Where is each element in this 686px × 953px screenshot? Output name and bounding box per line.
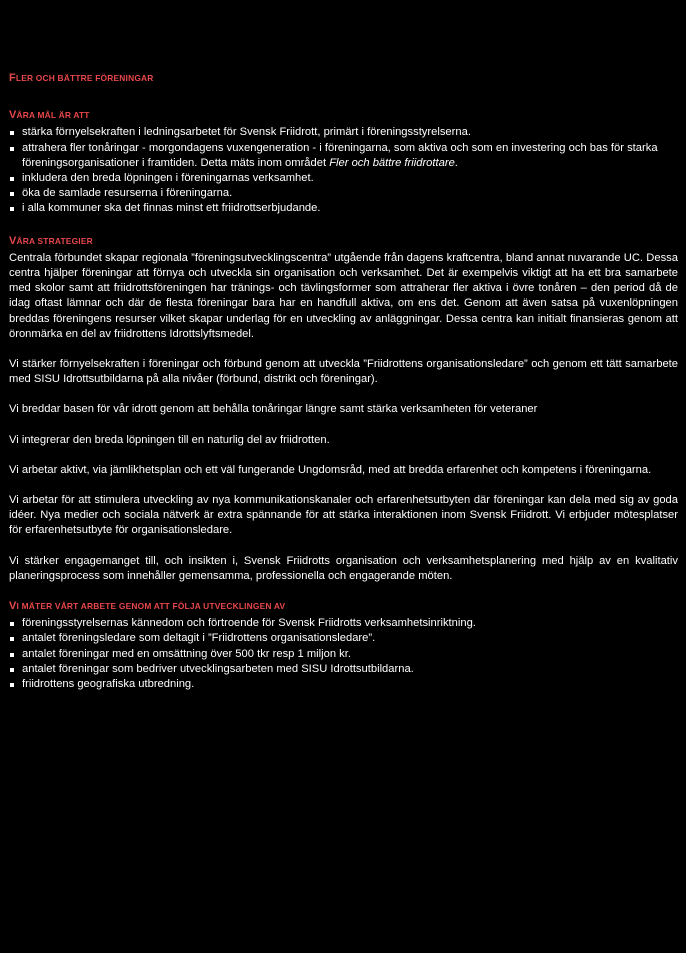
emphasis-text: Fler och bättre friidrottare: [329, 156, 455, 169]
list-item: [9, 141, 678, 171]
list-item: stärka förnyelsekraften i ledningsarbetet för Svensk Friidrott, primärt i föreningsstyrelserna.: [9, 125, 678, 140]
measure-list: [9, 616, 678, 692]
list-item: antalet föreningsledare som deltagit i ”Friidrottens organisationsledare”.: [9, 631, 678, 646]
strategy-paragraph: Centrala förbundet skapar regionala ”föreningsutvecklingscentra” utgående från dagens kraftcentra, bland annat nuvarande UC. Dessa centra hjälper föreningar att förnya och utveckla sin organisation och verksamhet. Det är exempelvis viktigt att ha ett bra samarbete med skolor samt att friidrottsföreningen har tränings- och tävlingsformer som attraherar fler aktiva i övre tonåren – den period då de idag oftast lämnar och där de flesta föreningar bara har en handfull aktiva, om ens det. Genom att även satsa på vuxenlöpningen breddas föreningens resurser vilket skapar underlag för en utveckling av anläggningar. Dessa centra kan initialt finansieras genom att öronmärka en del av friidrottens Idrottslyftsmedel.: [9, 251, 678, 340]
list-item: öka de samlade resurserna i föreningarna.: [9, 186, 678, 201]
list-item-end: .: [454, 156, 458, 169]
strategy-paragraph: Vi stärker engagemanget till, och insikten i, Svensk Friidrotts organisation och verksamhetsplanering med hjälp av en kvalitativ planeringsprocess som innehåller gemensamma, professionella och engagerande möten.: [9, 554, 678, 582]
strategy-paragraph: Vi arbetar för att stimulera utveckling av nya kommunikationskanaler och erfarenhetsutbyten där föreningar kan dela med sig av goda idéer. Nya medier och sociala nätverk är extra spännande för att stärka interaktionen inom Svensk Friidrott. Vi erbjuder mötesplatser för erfarenhetsutbyte för organisationsledare.: [9, 494, 678, 537]
goals-heading: VÅRA MÅL ÄR ATT: [9, 109, 90, 122]
list-item: antalet föreningar som bedriver utvecklingsarbeten med SISU Idrottsutbildarna.: [9, 662, 678, 677]
list-item: inkludera den breda löpningen i föreningarnas verksamhet.: [9, 171, 678, 186]
strategy-paragraph: Vi stärker förnyelsekraften i föreningar och förbund genom att utveckla ”Friidrottens organisationsledare” och genom ett tätt samarbete med SISU Idrottsutbildarna på alla nivåer (förbund, distrikt och föreningar).: [9, 358, 678, 386]
list-item: antalet föreningar med en omsättning över 500 tkr resp 1 miljon kr.: [9, 647, 678, 662]
list-item: föreningsstyrelsernas kännedom och förtroende för Svensk Friidrotts verksamhetsinriktning.: [9, 616, 678, 631]
list-item-text: attrahera fler tonåringar - morgondagens vuxengeneration - i föreningarna, som aktiva och som en investering och bas för starka föreningsorganisationer i framtiden. Detta mäts inom området: [22, 141, 658, 169]
measure-heading: VI MÄTER VÅRT ARBETE GENOM ATT FÖLJA UTVECKLINGEN AV: [9, 600, 286, 613]
list-item: friidrottens geografiska utbredning.: [9, 677, 678, 692]
strategy-paragraph: Vi arbetar aktivt, via jämlikhetsplan och ett väl fungerande Ungdomsråd, med att bredda erfarenhet och kompetens i föreningarna.: [9, 463, 652, 476]
goals-list: [9, 125, 678, 216]
section-title: FLER OCH BÄTTRE FÖRENINGAR: [9, 72, 154, 84]
list-item: i alla kommuner ska det finnas minst ett friidrottserbjudande.: [9, 201, 678, 216]
strategies-heading: VÅRA STRATEGIER: [9, 234, 93, 247]
strategy-paragraph: Vi breddar basen för vår idrott genom att behålla tonåringar längre samt stärka verksamheten för veteraner: [9, 403, 538, 416]
strategy-paragraph: Vi integrerar den breda löpningen till en naturlig del av friidrotten.: [9, 433, 330, 446]
